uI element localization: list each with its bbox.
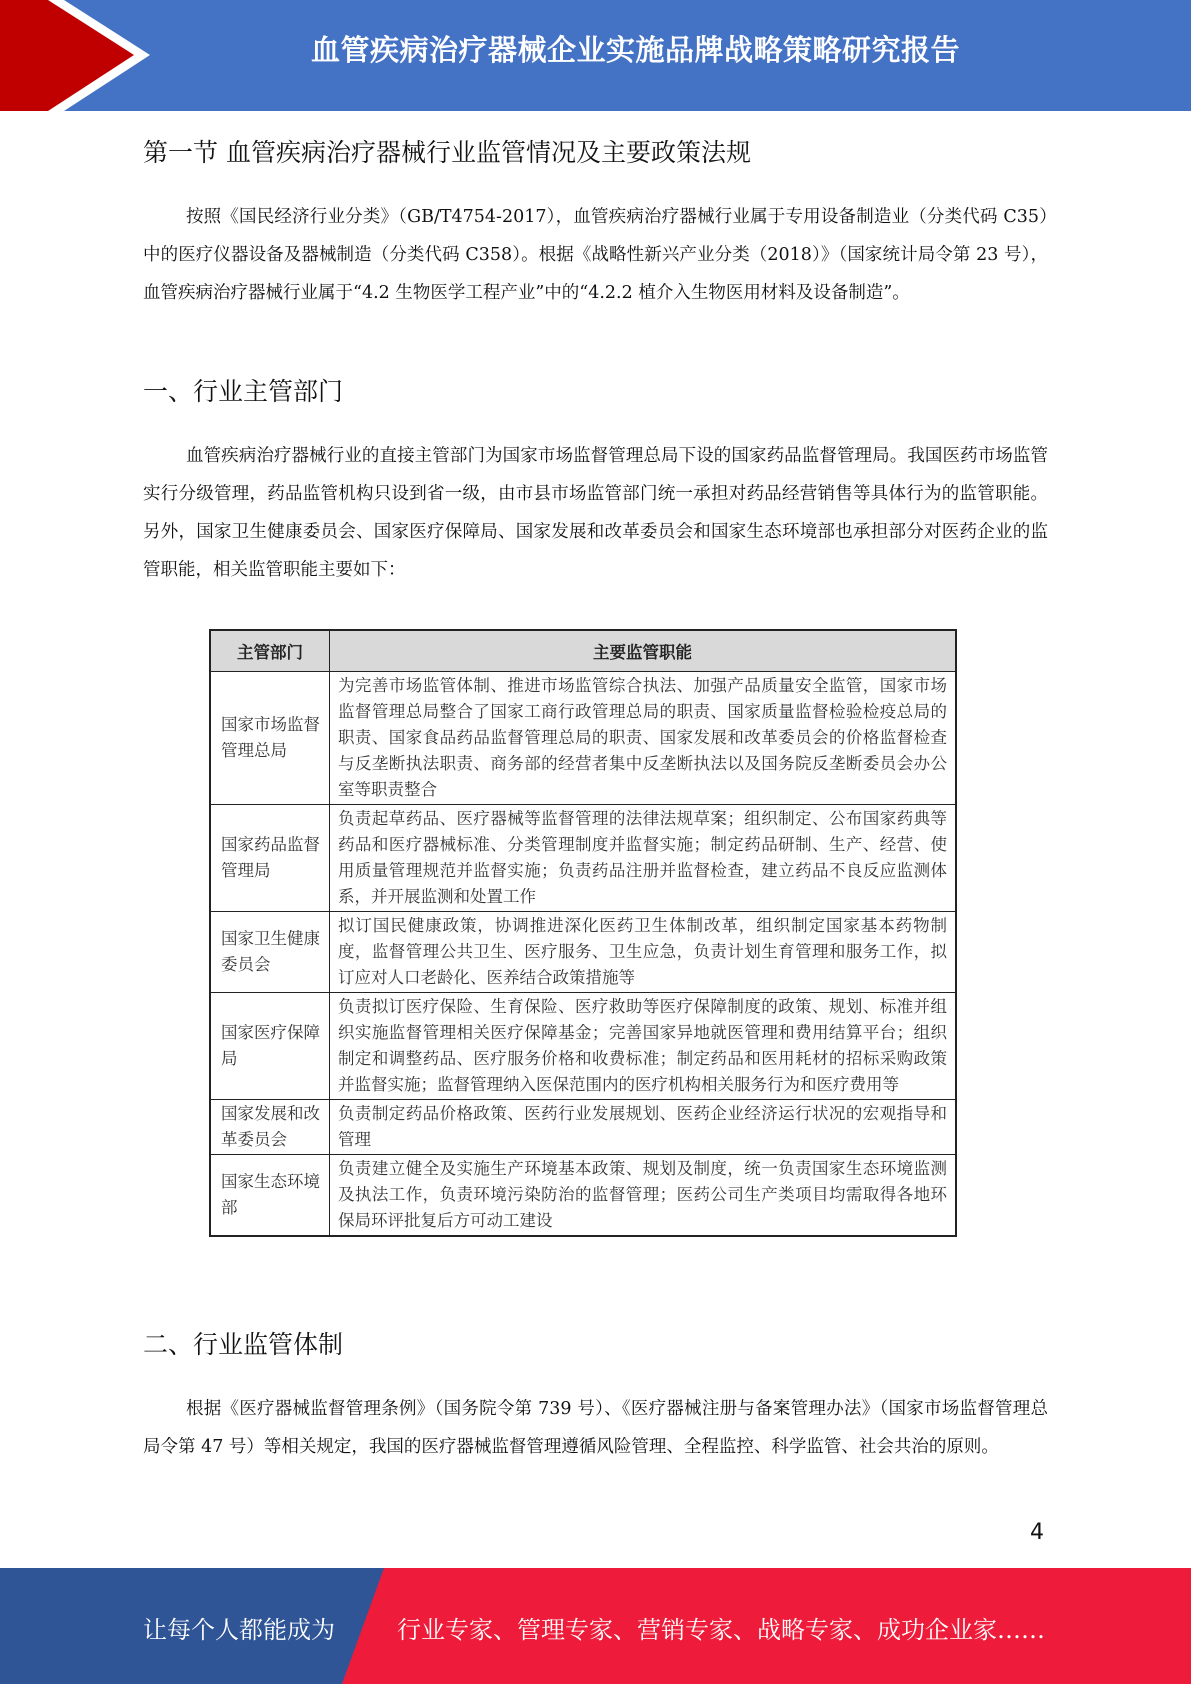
intro-paragraph-block [143, 198, 1048, 312]
section-title: 第一节 血管疾病治疗器械行业监管情况及主要政策法规 [143, 138, 751, 167]
table-cell-dept: 国家发展和改革委员会 [210, 1100, 330, 1155]
table-cell-duty: 负责制定药品价格政策、医药行业发展规划、医药企业经济运行状况的宏观指导和管理 [330, 1100, 957, 1155]
table-cell-dept: 国家药品监督管理局 [210, 805, 330, 912]
table-cell-dept: 国家市场监督管理总局 [210, 672, 330, 805]
intro-paragraph: 按照《国民经济行业分类》（GB/T4754-2017），血管疾病治疗器械行业属于专用设备制造业（分类代码 C35）中的医疗仪器设备及器械制造（分类代码 C358）。根据《战略性新兴产业分类（2018）》（国家统计局令第 23 号），血管疾病治疗器械行业属于“4.2 生物医学工程产业”中的“4.2.2 植介入生物医用材料及设备制造”。 [143, 207, 1048, 303]
table-cell-duty: 负责建立健全及实施生产环境基本政策、规划及制度，统一负责国家生态环境监测及执法工作，负责环境污染防治的监督管理；医药公司生产类项目均需取得各地环保局环评批复后方可动工建设 [330, 1155, 957, 1237]
part2-paragraph-block [143, 1390, 1048, 1466]
table-cell-duty: 负责拟订医疗保险、生育保险、医疗救助等医疗保障制度的政策、规划、标准并组织实施监督管理相关医疗保障基金；完善国家异地就医管理和费用结算平台；组织制定和调整药品、医疗服务价格和收费标准；制定药品和医用耗材的招标采购政策并监督实施；监督管理纳入医保范围内的医疗机构相关服务行为和医疗费用等 [330, 993, 957, 1100]
table-header-row [210, 630, 956, 672]
table-row [210, 1155, 956, 1237]
table-cell-dept: 国家生态环境部 [210, 1155, 330, 1237]
table-header-dept: 主管部门 [210, 630, 330, 672]
table-cell-duty: 负责起草药品、医疗器械等监督管理的法律法规草案；组织制定、公布国家药典等药品和医疗器械标准、分类管理制度并监督实施；制定药品研制、生产、经营、使用质量管理规范并监督实施；负责药品注册并监督检查，建立药品不良反应监测体系，并开展监测和处置工作 [330, 805, 957, 912]
part2-heading-block [143, 1325, 1048, 1361]
page-footer [0, 1568, 1191, 1684]
table-row [210, 805, 956, 912]
page-header [0, 0, 1191, 111]
table-cell-duty: 拟订国民健康政策，协调推进深化医药卫生体制改革，组织制定国家基本药物制度，监督管理公共卫生、医疗服务、卫生应急，负责计划生育管理和服务工作，拟订应对人口老龄化、医养结合政策措施等 [330, 912, 957, 993]
part2-paragraph: 根据《医疗器械监督管理条例》（国务院令第 739 号）、《医疗器械注册与备案管理办法》（国家市场监督管理总局令第 47 号）等相关规定，我国的医疗器械监督管理遵循风险管理、全程监控、科学监管、社会共治的原则。 [143, 1399, 1048, 1457]
table-cell-dept: 国家卫生健康委员会 [210, 912, 330, 993]
regulatory-table [209, 629, 957, 1237]
part1-title: 一、行业主管部门 [143, 377, 344, 406]
header-arrow-icon [0, 0, 160, 111]
footer-slogan-right: 行业专家、管理专家、营销专家、战略专家、成功企业家…… [397, 1616, 1045, 1644]
part2-title: 二、行业监管体制 [143, 1330, 344, 1359]
part1-paragraph-block [143, 437, 1048, 589]
table-row [210, 993, 956, 1100]
header-title: 血管疾病治疗器械企业实施品牌战略策略研究报告 [310, 33, 960, 67]
table-row [210, 912, 956, 993]
table-row [210, 1100, 956, 1155]
footer-slogan-left: 让每个人都能成为 [143, 1616, 335, 1644]
section-heading-block [143, 133, 1048, 169]
page-number: 4 [1030, 1520, 1044, 1545]
table-cell-dept: 国家医疗保障局 [210, 993, 330, 1100]
table-cell-duty: 为完善市场监管体制、推进市场监管综合执法、加强产品质量安全监管，国家市场监督管理总局整合了国家工商行政管理总局的职责、国家质量监督检验检疫总局的职责、国家食品药品监督管理总局的职责、国家发展和改革委员会的价格监督检查与反垄断执法职责、商务部的经营者集中反垄断执法以及国务院反垄断委员会办公室等职责整合 [330, 672, 957, 805]
part1-heading-block [143, 372, 1048, 408]
table-header-duty: 主要监管职能 [330, 630, 957, 672]
part1-paragraph: 血管疾病治疗器械行业的直接主管部门为国家市场监督管理总局下设的国家药品监督管理局。我国医药市场监管实行分级管理，药品监管机构只设到省一级，由市县市场监管部门统一承担对药品经营销售等具体行为的监管职能。另外，国家卫生健康委员会、国家医疗保障局、国家发展和改革委员会和国家生态环境部也承担部分对医药企业的监管职能，相关监管职能主要如下： [143, 446, 1048, 580]
table-row [210, 672, 956, 805]
